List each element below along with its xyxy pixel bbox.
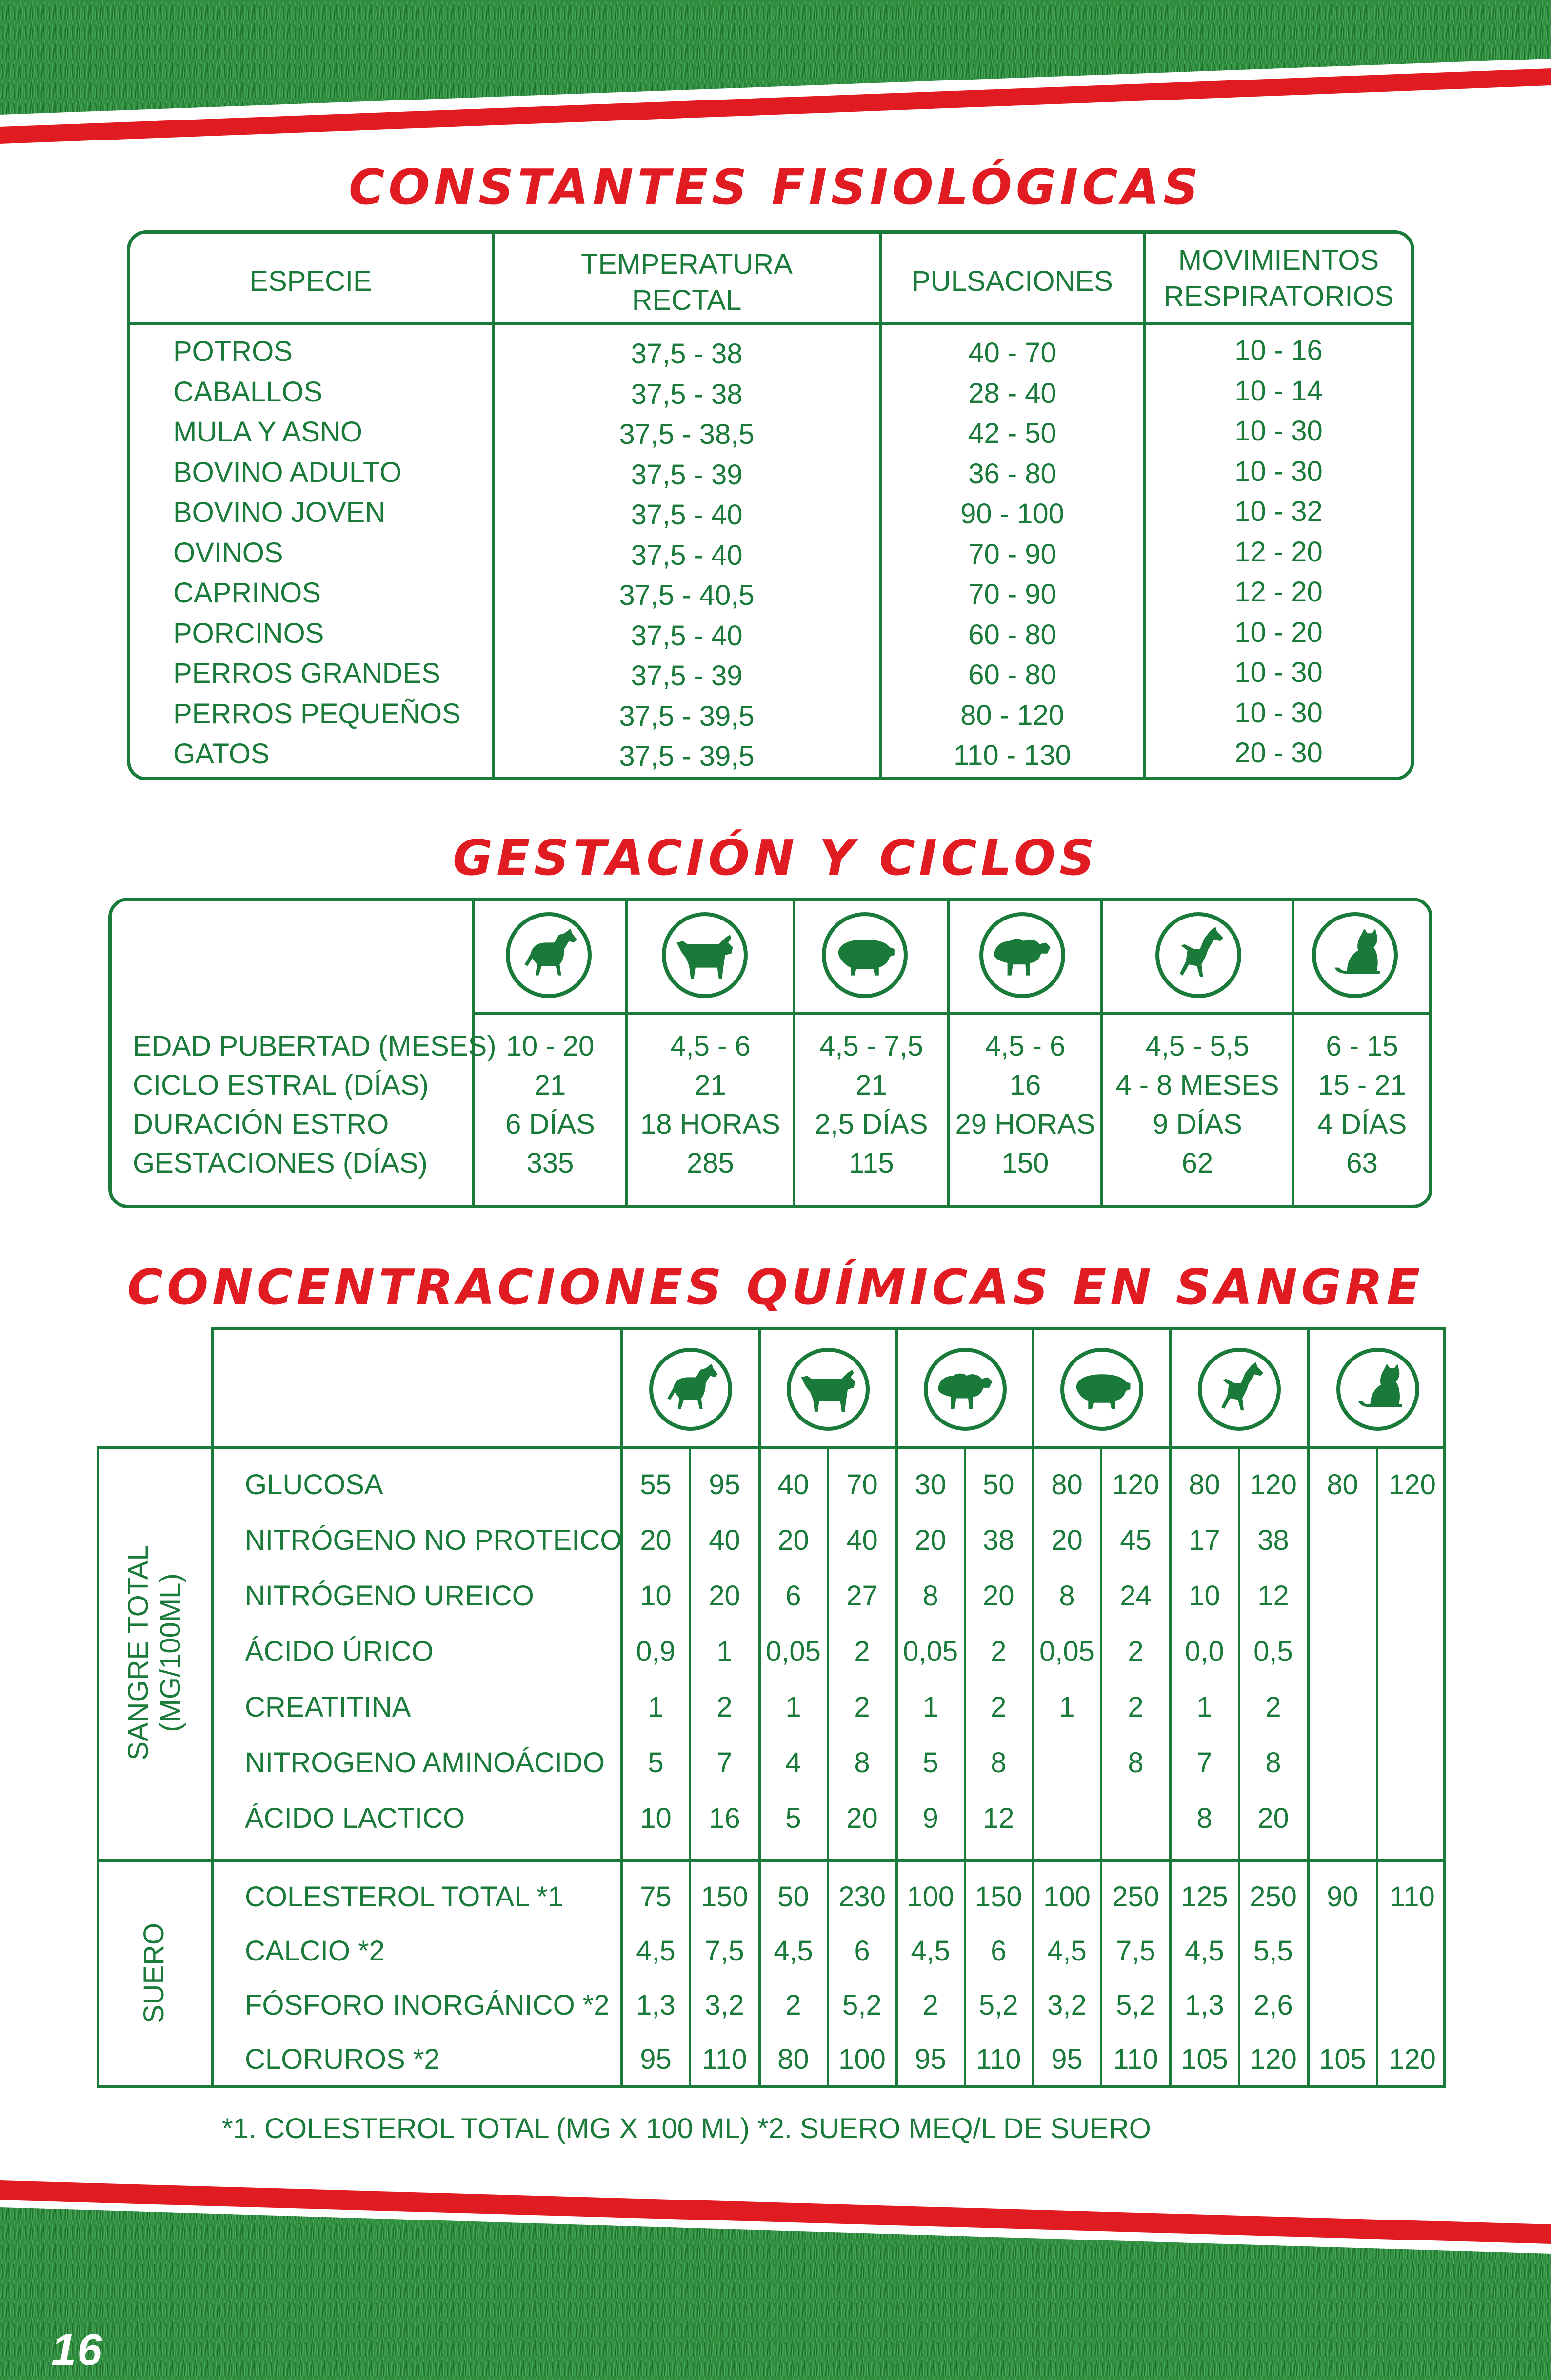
suero-value-cell: 7,5 bbox=[1116, 1935, 1155, 1967]
cat-icon bbox=[1312, 912, 1398, 998]
movimientos-cell: 10 - 32 bbox=[1234, 496, 1323, 527]
temperatura-cell: 37,5 - 39,5 bbox=[619, 700, 755, 732]
sangre-total-value-cell: 4 bbox=[785, 1747, 801, 1779]
especie-cell: PORCINOS bbox=[173, 617, 324, 649]
suero-value-cell: 75 bbox=[640, 1881, 672, 1913]
sangre-total-row-label: ÁCIDO LACTICO bbox=[245, 1802, 465, 1834]
footnote: *1. COLESTEROL TOTAL (MG X 100 ML) *2. SUERO MEQ/L DE SUERO bbox=[222, 2113, 1151, 2144]
suero-value-cell: 150 bbox=[701, 1881, 748, 1913]
pulsaciones-cell: 36 - 80 bbox=[968, 458, 1056, 490]
sangre-total-value-cell: 0,05 bbox=[1039, 1636, 1094, 1667]
pulsaciones-cell: 60 - 80 bbox=[968, 619, 1056, 651]
movimientos-cell: 10 - 14 bbox=[1234, 375, 1323, 407]
horse-icon bbox=[506, 912, 592, 998]
gestacion-cell: 21 bbox=[695, 1069, 726, 1101]
sangre-total-value-cell: 38 bbox=[982, 1524, 1014, 1556]
suero-value-cell: 120 bbox=[1250, 2043, 1297, 2075]
sangre-total-value-cell: 1 bbox=[716, 1636, 733, 1667]
gestacion-label: EDAD PUBERTAD (MESES) bbox=[133, 1030, 497, 1062]
sangre-total-value-cell: 40 bbox=[846, 1524, 878, 1556]
especie-cell: POTROS bbox=[173, 336, 293, 367]
suero-value-cell: 110 bbox=[702, 2043, 747, 2075]
gestacion-cell: 21 bbox=[534, 1069, 566, 1101]
suero-value-cell: 110 bbox=[1390, 1881, 1435, 1913]
group-label-sangre-total: SANGRE TOTAL (MG/100ML) bbox=[122, 1544, 186, 1760]
header-divider bbox=[97, 1446, 1446, 1449]
suero-row-label: CLORUROS *2 bbox=[245, 2043, 440, 2075]
sangre-total-value-cell: 1 bbox=[922, 1691, 938, 1723]
suero-value-cell: 5,2 bbox=[1116, 1989, 1155, 2021]
sangre-total-value-cell: 1 bbox=[648, 1691, 664, 1723]
gestacion-cell: 16 bbox=[1009, 1069, 1041, 1101]
sangre-total-value-cell: 2 bbox=[854, 1691, 870, 1723]
pulsaciones-cell: 40 - 70 bbox=[968, 337, 1056, 369]
sangre-total-value-cell: 70 bbox=[846, 1469, 878, 1500]
sangre-total-value-cell: 9 bbox=[922, 1802, 938, 1834]
sangre-total-row-label: NITRÓGENO NO PROTEICO bbox=[245, 1524, 622, 1556]
gestacion-cell: 63 bbox=[1346, 1147, 1378, 1179]
dog-icon bbox=[1155, 912, 1241, 998]
sangre-total-value-cell: 8 bbox=[1059, 1580, 1075, 1612]
sangre-total-value-cell: 120 bbox=[1389, 1469, 1436, 1500]
sangre-total-value-cell: 5 bbox=[785, 1802, 801, 1834]
especie-cell: CAPRINOS bbox=[173, 577, 321, 609]
movimientos-cell: 10 - 16 bbox=[1234, 335, 1323, 366]
sheep-icon bbox=[924, 1348, 1007, 1431]
sangre-total-value-cell: 2 bbox=[854, 1636, 870, 1667]
especie-cell: CABALLOS bbox=[173, 376, 323, 408]
sangre-total-value-cell: 6 bbox=[785, 1580, 801, 1612]
sangre-total-value-cell: 20 bbox=[1051, 1524, 1083, 1556]
movimientos-cell: 10 - 30 bbox=[1234, 657, 1323, 688]
section-title-gestacion: GESTACIÓN Y CICLOS bbox=[453, 829, 1098, 886]
pulsaciones-cell: 70 - 90 bbox=[968, 579, 1056, 610]
sangre-total-value-cell: 7 bbox=[716, 1747, 733, 1779]
especie-cell: BOVINO JOVEN bbox=[173, 497, 386, 528]
sangre-total-value-cell: 2 bbox=[991, 1636, 1007, 1667]
gestacion-cell: 4 DÍAS bbox=[1317, 1108, 1407, 1140]
header-especie: ESPECIE bbox=[249, 265, 372, 297]
suero-value-cell: 150 bbox=[974, 1881, 1022, 1913]
suero-value-cell: 2 bbox=[922, 1989, 938, 2021]
gestacion-cell: 21 bbox=[855, 1069, 887, 1101]
table-border-top bbox=[211, 1327, 1446, 1330]
group-divider bbox=[97, 1859, 1446, 1862]
especie-cell: BOVINO ADULTO bbox=[173, 456, 402, 488]
movimientos-cell: 10 - 30 bbox=[1234, 697, 1323, 729]
movimientos-cell: 10 - 30 bbox=[1234, 415, 1323, 447]
sangre-total-value-cell: 2 bbox=[1128, 1691, 1144, 1723]
pulsaciones-cell: 90 - 100 bbox=[960, 498, 1064, 530]
table-border-bottom bbox=[97, 2085, 1446, 2088]
sangre-total-value-cell: 17 bbox=[1189, 1524, 1220, 1556]
suero-value-cell: 250 bbox=[1112, 1881, 1159, 1913]
especie-cell: PERROS GRANDES bbox=[173, 658, 440, 689]
pulsaciones-cell: 42 - 50 bbox=[968, 418, 1056, 449]
dog-icon bbox=[1198, 1348, 1281, 1431]
gestacion-cell: 9 DÍAS bbox=[1153, 1108, 1242, 1140]
suero-row-label: FÓSFORO INORGÁNICO *2 bbox=[245, 1989, 610, 2021]
sangre-total-value-cell: 20 bbox=[915, 1524, 946, 1556]
suero-value-cell: 105 bbox=[1319, 2043, 1366, 2075]
gestacion-label: CICLO ESTRAL (DÍAS) bbox=[133, 1069, 429, 1101]
especie-cell: OVINOS bbox=[173, 537, 283, 569]
gestacion-labels bbox=[133, 1027, 497, 1183]
sangre-total-value-cell: 27 bbox=[846, 1580, 878, 1612]
gestacion-cell: 62 bbox=[1181, 1147, 1213, 1179]
cat-icon bbox=[1336, 1348, 1419, 1431]
suero-value-cell: 125 bbox=[1181, 1881, 1228, 1913]
sangre-total-value-cell: 0,9 bbox=[636, 1636, 676, 1667]
sangre-total-value-cell: 50 bbox=[982, 1469, 1014, 1500]
pulsaciones-cell: 110 - 130 bbox=[954, 740, 1071, 771]
pig-icon bbox=[1060, 1348, 1143, 1431]
horse-icon bbox=[649, 1348, 732, 1431]
suero-value-cell: 3,2 bbox=[705, 1989, 744, 2021]
sangre-total-value-cell: 2 bbox=[991, 1691, 1007, 1723]
suero-value-cell: 100 bbox=[1043, 1881, 1091, 1913]
sangre-total-value-cell: 2 bbox=[1128, 1636, 1144, 1667]
gestacion-cell: 115 bbox=[849, 1147, 894, 1179]
gestacion-column-sheep bbox=[950, 1027, 1100, 1183]
sangre-total-value-cell: 16 bbox=[709, 1802, 740, 1834]
pulsaciones-column bbox=[882, 333, 1143, 776]
especies-column bbox=[173, 332, 461, 775]
suero-value-cell: 4,5 bbox=[636, 1935, 676, 1967]
suero-value-cell: 1,3 bbox=[1185, 1989, 1224, 2021]
sangre-total-value-cell: 1 bbox=[1059, 1691, 1075, 1723]
suero-row-label: COLESTEROL TOTAL *1 bbox=[245, 1881, 564, 1913]
gestacion-cell: 4 - 8 MESES bbox=[1115, 1069, 1279, 1101]
gestacion-cell: 4,5 - 7,5 bbox=[819, 1030, 923, 1062]
suero-value-cell: 100 bbox=[907, 1881, 954, 1913]
grass-background-bottom bbox=[0, 2180, 1551, 2380]
group-label-suero: SUERO bbox=[138, 1922, 170, 2024]
pulsaciones-cell: 60 - 80 bbox=[968, 659, 1056, 691]
temperatura-cell: 37,5 - 38 bbox=[631, 338, 743, 370]
gestacion-label: GESTACIONES (DÍAS) bbox=[133, 1147, 428, 1179]
gestacion-column-cow bbox=[628, 1027, 793, 1183]
pulsaciones-cell: 70 - 90 bbox=[968, 538, 1056, 570]
sangre-total-row-label: CREATITINA bbox=[245, 1691, 411, 1723]
sangre-total-value-cell: 40 bbox=[777, 1469, 809, 1500]
suero-value-cell: 105 bbox=[1181, 2043, 1228, 2075]
sangre-total-value-cell: 8 bbox=[1128, 1747, 1144, 1779]
sangre-total-value-cell: 0,0 bbox=[1185, 1636, 1224, 1667]
gestacion-cell: 150 bbox=[1001, 1147, 1049, 1179]
temperatura-cell: 37,5 - 40 bbox=[631, 620, 743, 652]
gestacion-cell: 4,5 - 6 bbox=[670, 1030, 751, 1062]
cow-icon bbox=[787, 1348, 870, 1431]
sangre-total-value-cell: 12 bbox=[1257, 1580, 1289, 1612]
pulsaciones-cell: 80 - 120 bbox=[960, 699, 1064, 731]
movimientos-cell: 10 - 20 bbox=[1234, 616, 1323, 648]
suero-value-cell: 4,5 bbox=[774, 1935, 813, 1967]
sangre-total-value-cell: 24 bbox=[1120, 1580, 1152, 1612]
temperatura-column bbox=[495, 334, 879, 777]
sangre-total-value-cell: 38 bbox=[1257, 1524, 1289, 1556]
temperatura-cell: 37,5 - 40 bbox=[631, 499, 743, 531]
sangre-total-row-label: NITROGENO AMINOÁCIDO bbox=[245, 1747, 605, 1779]
gestacion-column-dog bbox=[1103, 1027, 1292, 1183]
suero-value-cell: 95 bbox=[640, 2043, 672, 2075]
suero-value-cell: 120 bbox=[1389, 2043, 1436, 2075]
sangre-total-value-cell: 120 bbox=[1112, 1469, 1159, 1500]
suero-value-cell: 3,2 bbox=[1047, 1989, 1087, 2021]
suero-value-cell: 100 bbox=[838, 2043, 886, 2075]
gestacion-column-pig bbox=[795, 1027, 947, 1183]
sangre-total-value-cell: 0,5 bbox=[1253, 1636, 1293, 1667]
sangre-total-value-cell: 8 bbox=[1265, 1747, 1281, 1779]
suero-value-cell: 110 bbox=[1113, 2043, 1158, 2075]
gestacion-cell: 2,5 DÍAS bbox=[815, 1108, 928, 1140]
sangre-total-value-cell: 8 bbox=[922, 1580, 938, 1612]
sangre-total-value-cell: 0,05 bbox=[766, 1636, 821, 1667]
sangre-total-value-cell: 20 bbox=[846, 1802, 878, 1834]
suero-value-cell: 4,5 bbox=[911, 1935, 951, 1967]
temperatura-cell: 37,5 - 40 bbox=[631, 539, 743, 571]
sangre-total-value-cell: 45 bbox=[1120, 1524, 1152, 1556]
suero-value-cell: 95 bbox=[915, 2043, 946, 2075]
movimientos-cell: 10 - 30 bbox=[1234, 455, 1323, 487]
sangre-total-value-cell: 120 bbox=[1250, 1469, 1297, 1500]
sangre-total-value-cell: 5 bbox=[922, 1747, 938, 1779]
suero-value-cell: 5,2 bbox=[978, 1989, 1018, 2021]
gestacion-column-cat bbox=[1294, 1027, 1430, 1183]
sangre-total-value-cell: 80 bbox=[1189, 1469, 1220, 1500]
sangre-total-value-cell: 1 bbox=[1196, 1691, 1213, 1723]
sangre-total-row-label: ÁCIDO ÚRICO bbox=[245, 1636, 434, 1667]
header-movimientos: MOVIMIENTOS RESPIRATORIOS bbox=[1163, 244, 1394, 312]
header-divider bbox=[130, 322, 1412, 325]
sangre-total-value-cell: 10 bbox=[1189, 1580, 1220, 1612]
movimientos-cell: 12 - 20 bbox=[1234, 536, 1323, 568]
sangre-total-value-cell: 40 bbox=[709, 1524, 740, 1556]
suero-value-cell: 95 bbox=[1051, 2043, 1083, 2075]
gestacion-cell: 335 bbox=[526, 1147, 574, 1179]
suero-value-cell: 110 bbox=[976, 2043, 1021, 2075]
header-temperatura: TEMPERATURA RECTAL bbox=[581, 248, 793, 316]
gestacion-cell: 4,5 - 5,5 bbox=[1145, 1030, 1250, 1062]
gestacion-cell: 29 HORAS bbox=[955, 1108, 1095, 1140]
suero-value-cell: 7,5 bbox=[705, 1935, 744, 1967]
header-divider bbox=[472, 1012, 1430, 1015]
especie-cell: PERROS PEQUEÑOS bbox=[173, 698, 461, 730]
temperatura-cell: 37,5 - 39 bbox=[631, 459, 743, 491]
suero-value-cell: 90 bbox=[1327, 1881, 1358, 1913]
suero-row-label: CALCIO *2 bbox=[245, 1935, 385, 1967]
especie-cell: GATOS bbox=[173, 738, 270, 770]
table-border-inner-left bbox=[211, 1327, 214, 2088]
sangre-total-row-label: GLUCOSA bbox=[245, 1469, 383, 1500]
sangre-total-row-label: NITRÓGENO UREICO bbox=[245, 1580, 534, 1612]
especie-cell: MULA Y ASNO bbox=[173, 416, 362, 448]
sangre-total-value-cell: 80 bbox=[1327, 1469, 1358, 1500]
sangre-total-value-cell: 8 bbox=[854, 1747, 870, 1779]
sangre-total-value-cell: 0,05 bbox=[903, 1636, 958, 1667]
sheep-icon bbox=[979, 912, 1065, 998]
suero-value-cell: 2,6 bbox=[1253, 1989, 1293, 2021]
sangre-total-value-cell: 20 bbox=[1257, 1802, 1289, 1834]
movimientos-cell: 20 - 30 bbox=[1234, 737, 1323, 769]
suero-value-cell: 4,5 bbox=[1047, 1935, 1087, 1967]
movimientos-cell: 12 - 20 bbox=[1234, 576, 1323, 608]
suero-value-cell: 2 bbox=[785, 1989, 801, 2021]
sangre-total-value-cell: 1 bbox=[785, 1691, 801, 1723]
sangre-total-value-cell: 20 bbox=[982, 1580, 1014, 1612]
sangre-total-value-cell: 2 bbox=[1265, 1691, 1281, 1723]
suero-value-cell: 4,5 bbox=[1185, 1935, 1224, 1967]
temperatura-cell: 37,5 - 40,5 bbox=[619, 580, 755, 611]
gestacion-cell: 6 - 15 bbox=[1326, 1030, 1398, 1062]
sangre-total-value-cell: 55 bbox=[640, 1469, 672, 1500]
sangre-total-value-cell: 8 bbox=[991, 1747, 1007, 1779]
suero-value-cell: 250 bbox=[1250, 1881, 1297, 1913]
sangre-total-value-cell: 8 bbox=[1196, 1802, 1213, 1834]
gestacion-cell: 6 DÍAS bbox=[505, 1108, 595, 1140]
sangre-total-value-cell: 12 bbox=[982, 1802, 1014, 1834]
gestacion-label: DURACIÓN ESTRO bbox=[133, 1108, 389, 1140]
gestacion-column-horse bbox=[475, 1027, 625, 1183]
gestacion-cell: 285 bbox=[687, 1147, 734, 1179]
header-pulsaciones: PULSACIONES bbox=[912, 265, 1113, 297]
gestacion-cell: 4,5 - 6 bbox=[985, 1030, 1066, 1062]
sangre-total-value-cell: 7 bbox=[1196, 1747, 1213, 1779]
pig-icon bbox=[822, 912, 908, 998]
sangre-total-value-cell: 20 bbox=[777, 1524, 809, 1556]
section-title-constantes: CONSTANTES FISIOLÓGICAS bbox=[348, 159, 1202, 216]
temperatura-cell: 37,5 - 38 bbox=[631, 378, 743, 410]
temperatura-cell: 37,5 - 39,5 bbox=[619, 740, 755, 772]
sangre-total-value-cell: 5 bbox=[648, 1747, 664, 1779]
suero-value-cell: 6 bbox=[991, 1935, 1007, 1967]
sangre-total-value-cell: 2 bbox=[716, 1691, 733, 1723]
gestacion-cell: 15 - 21 bbox=[1318, 1069, 1406, 1101]
cow-icon bbox=[662, 912, 748, 998]
subcolumn-divider bbox=[1376, 1446, 1378, 2088]
suero-value-cell: 230 bbox=[838, 1881, 886, 1913]
sangre-total-value-cell: 30 bbox=[915, 1469, 946, 1500]
movimientos-column bbox=[1146, 331, 1412, 774]
pulsaciones-cell: 28 - 40 bbox=[968, 377, 1056, 409]
suero-value-cell: 1,3 bbox=[636, 1989, 676, 2021]
temperatura-cell: 37,5 - 38,5 bbox=[619, 419, 755, 450]
sangre-total-value-cell: 10 bbox=[640, 1580, 672, 1612]
gestacion-cell: 18 HORAS bbox=[640, 1108, 780, 1140]
sangre-total-value-cell: 95 bbox=[709, 1469, 740, 1500]
table-border-right bbox=[1443, 1327, 1446, 2088]
gestacion-cell: 10 - 20 bbox=[506, 1030, 595, 1062]
suero-value-cell: 6 bbox=[854, 1935, 870, 1967]
suero-value-cell: 80 bbox=[777, 2043, 809, 2075]
grass-background-top bbox=[0, 0, 1551, 161]
suero-value-cell: 50 bbox=[777, 1881, 809, 1913]
sangre-total-value-cell: 20 bbox=[640, 1524, 672, 1556]
page-number: 16 bbox=[51, 2325, 103, 2375]
sangre-total-value-cell: 10 bbox=[640, 1802, 672, 1834]
temperatura-cell: 37,5 - 39 bbox=[631, 660, 743, 692]
sangre-total-value-cell: 80 bbox=[1051, 1469, 1083, 1500]
suero-value-cell: 5,2 bbox=[842, 1989, 882, 2021]
sangre-total-value-cell: 20 bbox=[709, 1580, 740, 1612]
section-title-concentraciones: CONCENTRACIONES QUÍMICAS EN SANGRE bbox=[127, 1259, 1424, 1316]
suero-value-cell: 5,5 bbox=[1253, 1935, 1293, 1967]
